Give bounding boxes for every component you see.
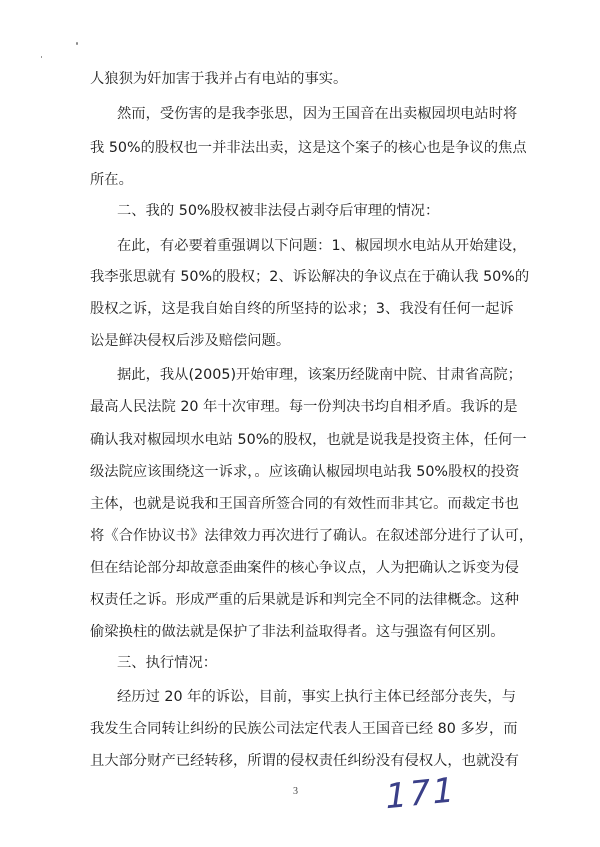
body-text-line: 但在结论部分却故意歪曲案件的核心争议点，人为把确认之诉变为侵 [90,560,519,576]
body-text-line: 将《合作协议书》法律效力再次进行了确认。在叙述部分进行了认可， [90,528,534,544]
body-text-line: 权责任之诉。形成严重的后果就是诉和判完全不同的法律概念。这种 [90,592,519,608]
paragraph-start-line: 经历过 20 年的诉讼，目前，事实上执行主体已经部分丧失，与 [117,689,516,705]
body-text-line: 我李张思就有 50%的股权；2、诉讼解决的争议点在于确认我 50%的 [90,269,530,285]
section-heading: 二、我的 50%股权被非法侵占剥夺后审理的情况： [117,203,440,219]
body-text-line: 且大部分财产已经转移，所谓的侵权责任纠纷没有侵权人，也就没有 [90,753,519,769]
body-text-line: 最高人民法院 20 年十次审理。每一份判决书均自相矛盾。我诉的是 [90,399,518,415]
body-text-line: 人狼狈为奸加害于我并占有电站的事实。 [90,71,348,87]
body-text-line: 我 50%的股权也一并非法出卖，这是这个案子的核心也是争议的焦点 [90,140,527,156]
body-text-line: 股权之诉，这是我自始自终的所坚持的讼求；3、我没有任何一起诉 [90,301,514,317]
scan-speck [41,56,42,58]
body-text-line: 讼是鲜决侵权后涉及赔偿问题。 [90,333,291,349]
paragraph-start-line: 据此，我从(2005)开始审理，该案历经陇南中院、甘肃省高院； [117,367,522,383]
body-text-line: 级法院应该围绕这一诉求，。应该确认椒园坝电站我 50%股权的投资 [90,464,520,480]
section-heading: 三、执行情况： [117,655,218,671]
handwritten-page-note: 171 [382,769,459,818]
body-text-line: 所在。 [90,172,133,188]
page-number: 3 [293,786,298,797]
paragraph-start-line: 在此，有必要着重强调以下问题：1、椒园坝水电站从开始建设， [117,238,527,254]
body-text-line: 确认我对椒园坝水电站 50%的股权，也就是说我是投资主体，任何一 [90,432,527,448]
paragraph-start-line: 然而，受伤害的是我李张思，因为王国音在出卖椒园坝电站时将 [117,106,518,122]
body-text-line: 偷梁换柱的做法就是保护了非法利益取得者。这与强盗有何区别。 [90,624,505,640]
body-text-line: 我发生合同转让纠纷的民族公司法定代表人王国音已经 80 多岁，而 [90,721,518,737]
body-text-line: 主体，也就是说我和王国音所签合同的有效性而非其它。而裁定书也 [90,496,519,512]
scan-speck [76,42,78,45]
